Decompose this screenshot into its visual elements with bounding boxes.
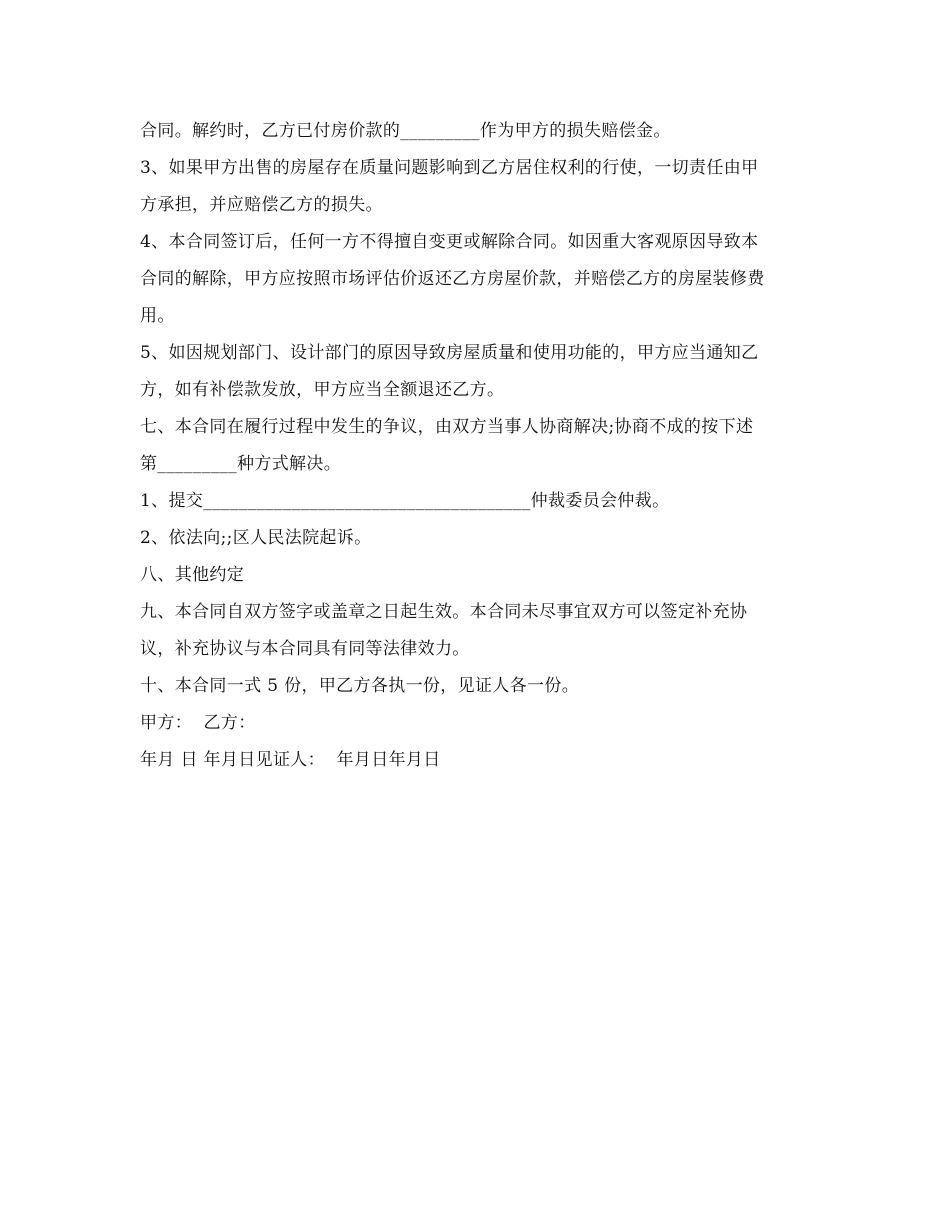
text-line: 2、依法向;;区人民法院起诉。	[140, 528, 372, 548]
text-line: 方承担，并应赔偿乙方的损失。	[140, 195, 383, 215]
text-line: 5、如因规划部门、设计部门的原因导致房屋质量和使用功能的，甲方应当通知乙	[140, 343, 759, 363]
text-line: 第_________种方式解决。	[140, 454, 342, 474]
text-line: 合同。解约时，乙方已付房价款的_________作为甲方的损失赔偿金。	[140, 121, 671, 141]
document-body	[140, 113, 820, 779]
signature-line: 甲方： 乙方：	[140, 713, 256, 733]
text-line: 九、本合同自双方签字或盖章之日起生效。本合同未尽事宜双方可以签定补充协	[140, 602, 748, 622]
text-line: 七、本合同在履行过程中发生的争议，由双方当事人协商解决;协商不成的按下述	[140, 417, 754, 437]
text-line: 4、本合同签订后，任何一方不得擅自变更或解除合同。如因重大客观原因导致本	[140, 232, 759, 252]
date-line: 年月 日 年月日见证人： 年月日年月日	[140, 750, 441, 770]
text-line: 八、其他约定	[140, 565, 245, 585]
text-line: 用。	[140, 306, 175, 326]
text-line: 合同的解除，甲方应按照市场评估价返还乙方房屋价款，并赔偿乙方的房屋装修费	[140, 269, 765, 289]
text-line: 3、如果甲方出售的房屋存在质量问题影响到乙方居住权利的行使，一切责任由甲	[140, 158, 759, 178]
text-line: 1、提交_____________________________________仲裁委员会仲裁。	[140, 491, 670, 511]
text-line: 十、本合同一式 5 份，甲乙方各执一份，见证人各一份。	[140, 676, 580, 696]
text-line: 方，如有补偿款发放，甲方应当全额退还乙方。	[140, 380, 505, 400]
text-line: 议，补充协议与本合同具有同等法律效力。	[140, 639, 470, 659]
